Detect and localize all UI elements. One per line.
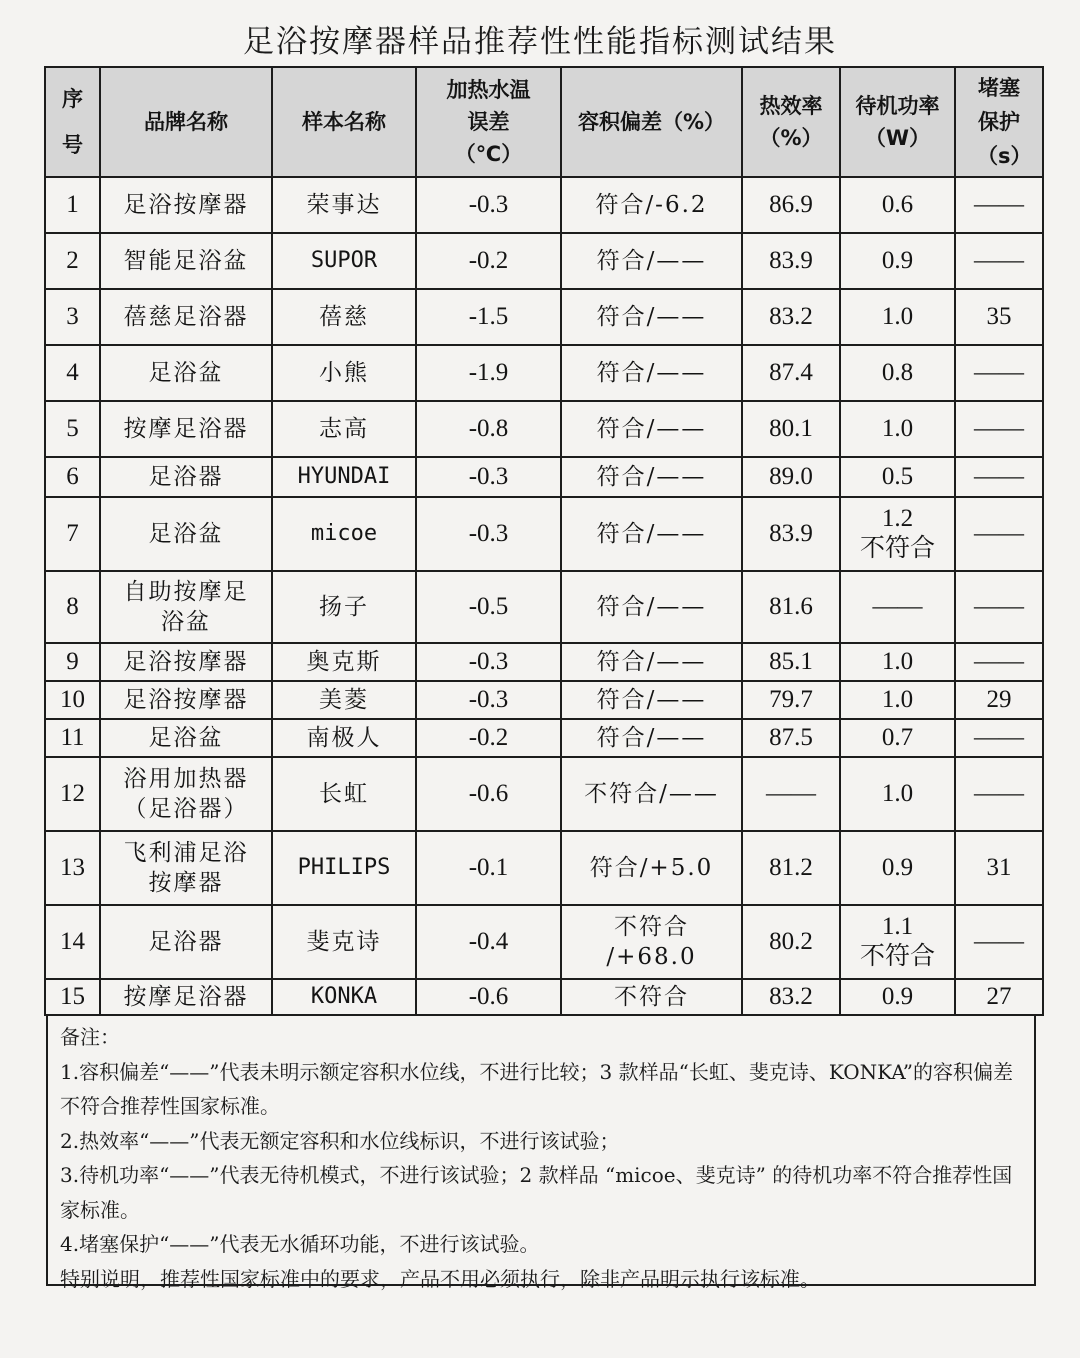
efficiency-cell: 86.9 [742, 177, 840, 233]
row-number-cell: 13 [45, 831, 100, 905]
volume-deviation-cell: 符合/—— [561, 345, 742, 401]
sample-name-cell: 奥克斯 [272, 643, 416, 681]
header-sample: 样本名称 [272, 67, 416, 177]
volume-deviation-cell: 不符合 /+68.0 [561, 905, 742, 979]
table-row [45, 979, 1043, 1015]
sample-name-cell: SUPOR [272, 233, 416, 289]
standby-power-cell: 1.2 不符合 [840, 497, 955, 571]
row-number-cell: 11 [45, 719, 100, 757]
sample-name-cell: 小熊 [272, 345, 416, 401]
volume-deviation-cell: 符合/—— [561, 643, 742, 681]
block-protection-cell: —— [955, 757, 1043, 831]
row-number-cell: 7 [45, 497, 100, 571]
standby-power-cell: 0.6 [840, 177, 955, 233]
temp-error-cell: -0.6 [416, 979, 561, 1015]
block-protection-cell: —— [955, 497, 1043, 571]
block-protection-cell: —— [955, 177, 1043, 233]
efficiency-cell: 79.7 [742, 681, 840, 719]
standby-power-cell: 0.5 [840, 457, 955, 497]
header-volume-dev: 容积偏差（%） [561, 67, 742, 177]
note-1: 1.容积偏差“——”代表未明示额定容积水位线，不进行比较；3 款样品“长虹、斐克诗、KONKA”的容积偏差不符合推荐性国家标准。 [60, 1059, 1013, 1118]
block-protection-cell: —— [955, 643, 1043, 681]
efficiency-cell: 89.0 [742, 457, 840, 497]
table-row [45, 719, 1043, 757]
efficiency-cell: 83.2 [742, 979, 840, 1015]
brand-name-cell: 足浴按摩器 [100, 643, 272, 681]
header-brand: 品牌名称 [100, 67, 272, 177]
volume-deviation-cell: 符合/—— [561, 457, 742, 497]
standby-power-cell: 0.9 [840, 979, 955, 1015]
temp-error-cell: -0.2 [416, 233, 561, 289]
standby-power-cell: 0.8 [840, 345, 955, 401]
temp-error-cell: -1.9 [416, 345, 561, 401]
temp-error-cell: -0.3 [416, 681, 561, 719]
volume-deviation-cell: 符合/-6.2 [561, 177, 742, 233]
volume-deviation-cell: 符合/—— [561, 571, 742, 643]
block-protection-cell: 31 [955, 831, 1043, 905]
table-row [45, 233, 1043, 289]
standby-power-cell: 1.0 [840, 289, 955, 345]
efficiency-cell: 83.9 [742, 497, 840, 571]
efficiency-cell: 81.6 [742, 571, 840, 643]
standby-power-cell: 1.0 [840, 681, 955, 719]
table-row [45, 177, 1043, 233]
sample-name-cell: HYUNDAI [272, 457, 416, 497]
row-number-cell: 12 [45, 757, 100, 831]
row-number-cell: 1 [45, 177, 100, 233]
notes-heading: 备注： [60, 1025, 120, 1049]
block-protection-cell: —— [955, 571, 1043, 643]
volume-deviation-cell: 不符合 [561, 979, 742, 1015]
row-number-cell: 8 [45, 571, 100, 643]
temp-error-cell: -0.5 [416, 571, 561, 643]
standby-power-cell: 1.0 [840, 757, 955, 831]
sample-name-cell: 荣事达 [272, 177, 416, 233]
brand-name-cell: 按摩足浴器 [100, 401, 272, 457]
efficiency-cell: 87.5 [742, 719, 840, 757]
brand-name-cell: 足浴按摩器 [100, 681, 272, 719]
table-row [45, 401, 1043, 457]
table-row [45, 681, 1043, 719]
brand-name-cell: 足浴盆 [100, 719, 272, 757]
notes-box [46, 1014, 1036, 1291]
sample-name-cell: 扬子 [272, 571, 416, 643]
sample-name-cell: 斐克诗 [272, 905, 416, 979]
table-row [45, 757, 1043, 831]
note-2: 2.热效率“——”代表无额定容积和水位线标识，不进行该试验； [60, 1128, 620, 1153]
table-row [45, 905, 1043, 979]
brand-name-cell: 蓓慈足浴器 [100, 289, 272, 345]
row-number-cell: 10 [45, 681, 100, 719]
note-4: 4.堵塞保护“——”代表无水循环功能，不进行该试验。 [60, 1232, 540, 1256]
header-efficiency: 热效率（%） [742, 67, 840, 177]
temp-error-cell: -0.3 [416, 177, 561, 233]
volume-deviation-cell: 符合/+5.0 [561, 831, 742, 905]
block-protection-cell: 35 [955, 289, 1043, 345]
volume-deviation-cell: 符合/—— [561, 401, 742, 457]
row-number-cell: 4 [45, 345, 100, 401]
efficiency-cell: 85.1 [742, 643, 840, 681]
temp-error-cell: -0.3 [416, 643, 561, 681]
note-special: 特别说明，推荐性国家标准中的要求，产品不用必须执行，除非产品明示执行该标准。 [60, 1266, 820, 1291]
row-number-cell: 6 [45, 457, 100, 497]
row-number-cell: 14 [45, 905, 100, 979]
standby-power-cell: 0.9 [840, 233, 955, 289]
brand-name-cell: 飞利浦足浴 按摩器 [100, 831, 272, 905]
page-title: 足浴按摩器样品推荐性性能指标测试结果 [243, 24, 837, 60]
standby-power-cell: 1.0 [840, 401, 955, 457]
header-index: 序号 [45, 67, 100, 177]
efficiency-cell: 83.9 [742, 233, 840, 289]
brand-name-cell: 浴用加热器 （足浴器） [100, 757, 272, 831]
header-row [45, 67, 1043, 177]
row-number-cell: 5 [45, 401, 100, 457]
volume-deviation-cell: 符合/—— [561, 233, 742, 289]
header-standby: 待机功率（W） [840, 67, 955, 177]
temp-error-cell: -1.5 [416, 289, 561, 345]
standby-power-cell: 1.0 [840, 643, 955, 681]
sample-name-cell: 南极人 [272, 719, 416, 757]
brand-name-cell: 足浴盆 [100, 345, 272, 401]
standby-power-cell: 0.7 [840, 719, 955, 757]
temp-error-cell: -0.1 [416, 831, 561, 905]
block-protection-cell: 27 [955, 979, 1043, 1015]
standby-power-cell: 0.9 [840, 831, 955, 905]
volume-deviation-cell: 不符合/—— [561, 757, 742, 831]
efficiency-cell: —— [742, 757, 840, 831]
temp-error-cell: -0.3 [416, 457, 561, 497]
temp-error-cell: -0.4 [416, 905, 561, 979]
brand-name-cell: 智能足浴盆 [100, 233, 272, 289]
efficiency-cell: 83.2 [742, 289, 840, 345]
sample-name-cell: 长虹 [272, 757, 416, 831]
block-protection-cell: —— [955, 905, 1043, 979]
standby-power-cell: —— [840, 571, 955, 643]
volume-deviation-cell: 符合/—— [561, 289, 742, 345]
header-block: 堵塞保护（s） [955, 67, 1043, 177]
table-row [45, 457, 1043, 497]
standby-power-cell: 1.1 不符合 [840, 905, 955, 979]
table-body [45, 177, 1043, 1015]
volume-deviation-cell: 符合/—— [561, 681, 742, 719]
header-temp-error: 加热水温误差（℃） [416, 67, 561, 177]
row-number-cell: 2 [45, 233, 100, 289]
table-row [45, 345, 1043, 401]
table-row [45, 497, 1043, 571]
efficiency-cell: 81.2 [742, 831, 840, 905]
temp-error-cell: -0.6 [416, 757, 561, 831]
sample-name-cell: micoe [272, 497, 416, 571]
block-protection-cell: —— [955, 457, 1043, 497]
brand-name-cell: 足浴器 [100, 905, 272, 979]
results-table [44, 66, 1044, 1016]
sample-name-cell: 蓓慈 [272, 289, 416, 345]
sample-name-cell: KONKA [272, 979, 416, 1015]
brand-name-cell: 足浴器 [100, 457, 272, 497]
table-row [45, 571, 1043, 643]
efficiency-cell: 80.1 [742, 401, 840, 457]
temp-error-cell: -0.8 [416, 401, 561, 457]
block-protection-cell: —— [955, 345, 1043, 401]
block-protection-cell: —— [955, 401, 1043, 457]
table-row [45, 289, 1043, 345]
volume-deviation-cell: 符合/—— [561, 719, 742, 757]
block-protection-cell: 29 [955, 681, 1043, 719]
brand-name-cell: 足浴按摩器 [100, 177, 272, 233]
sample-name-cell: PHILIPS [272, 831, 416, 905]
temp-error-cell: -0.3 [416, 497, 561, 571]
table-row [45, 643, 1043, 681]
brand-name-cell: 按摩足浴器 [100, 979, 272, 1015]
efficiency-cell: 87.4 [742, 345, 840, 401]
note-3: 3.待机功率“——”代表无待机模式，不进行该试验；2 款样品 “micoe、斐克诗” 的待机功率不符合推荐性国家标准。 [60, 1163, 1013, 1222]
block-protection-cell: —— [955, 233, 1043, 289]
row-number-cell: 3 [45, 289, 100, 345]
efficiency-cell: 80.2 [742, 905, 840, 979]
row-number-cell: 9 [45, 643, 100, 681]
row-number-cell: 15 [45, 979, 100, 1015]
block-protection-cell: —— [955, 719, 1043, 757]
brand-name-cell: 自助按摩足 浴盆 [100, 571, 272, 643]
sample-name-cell: 美菱 [272, 681, 416, 719]
sample-name-cell: 志高 [272, 401, 416, 457]
temp-error-cell: -0.2 [416, 719, 561, 757]
table-row [45, 831, 1043, 905]
volume-deviation-cell: 符合/—— [561, 497, 742, 571]
brand-name-cell: 足浴盆 [100, 497, 272, 571]
